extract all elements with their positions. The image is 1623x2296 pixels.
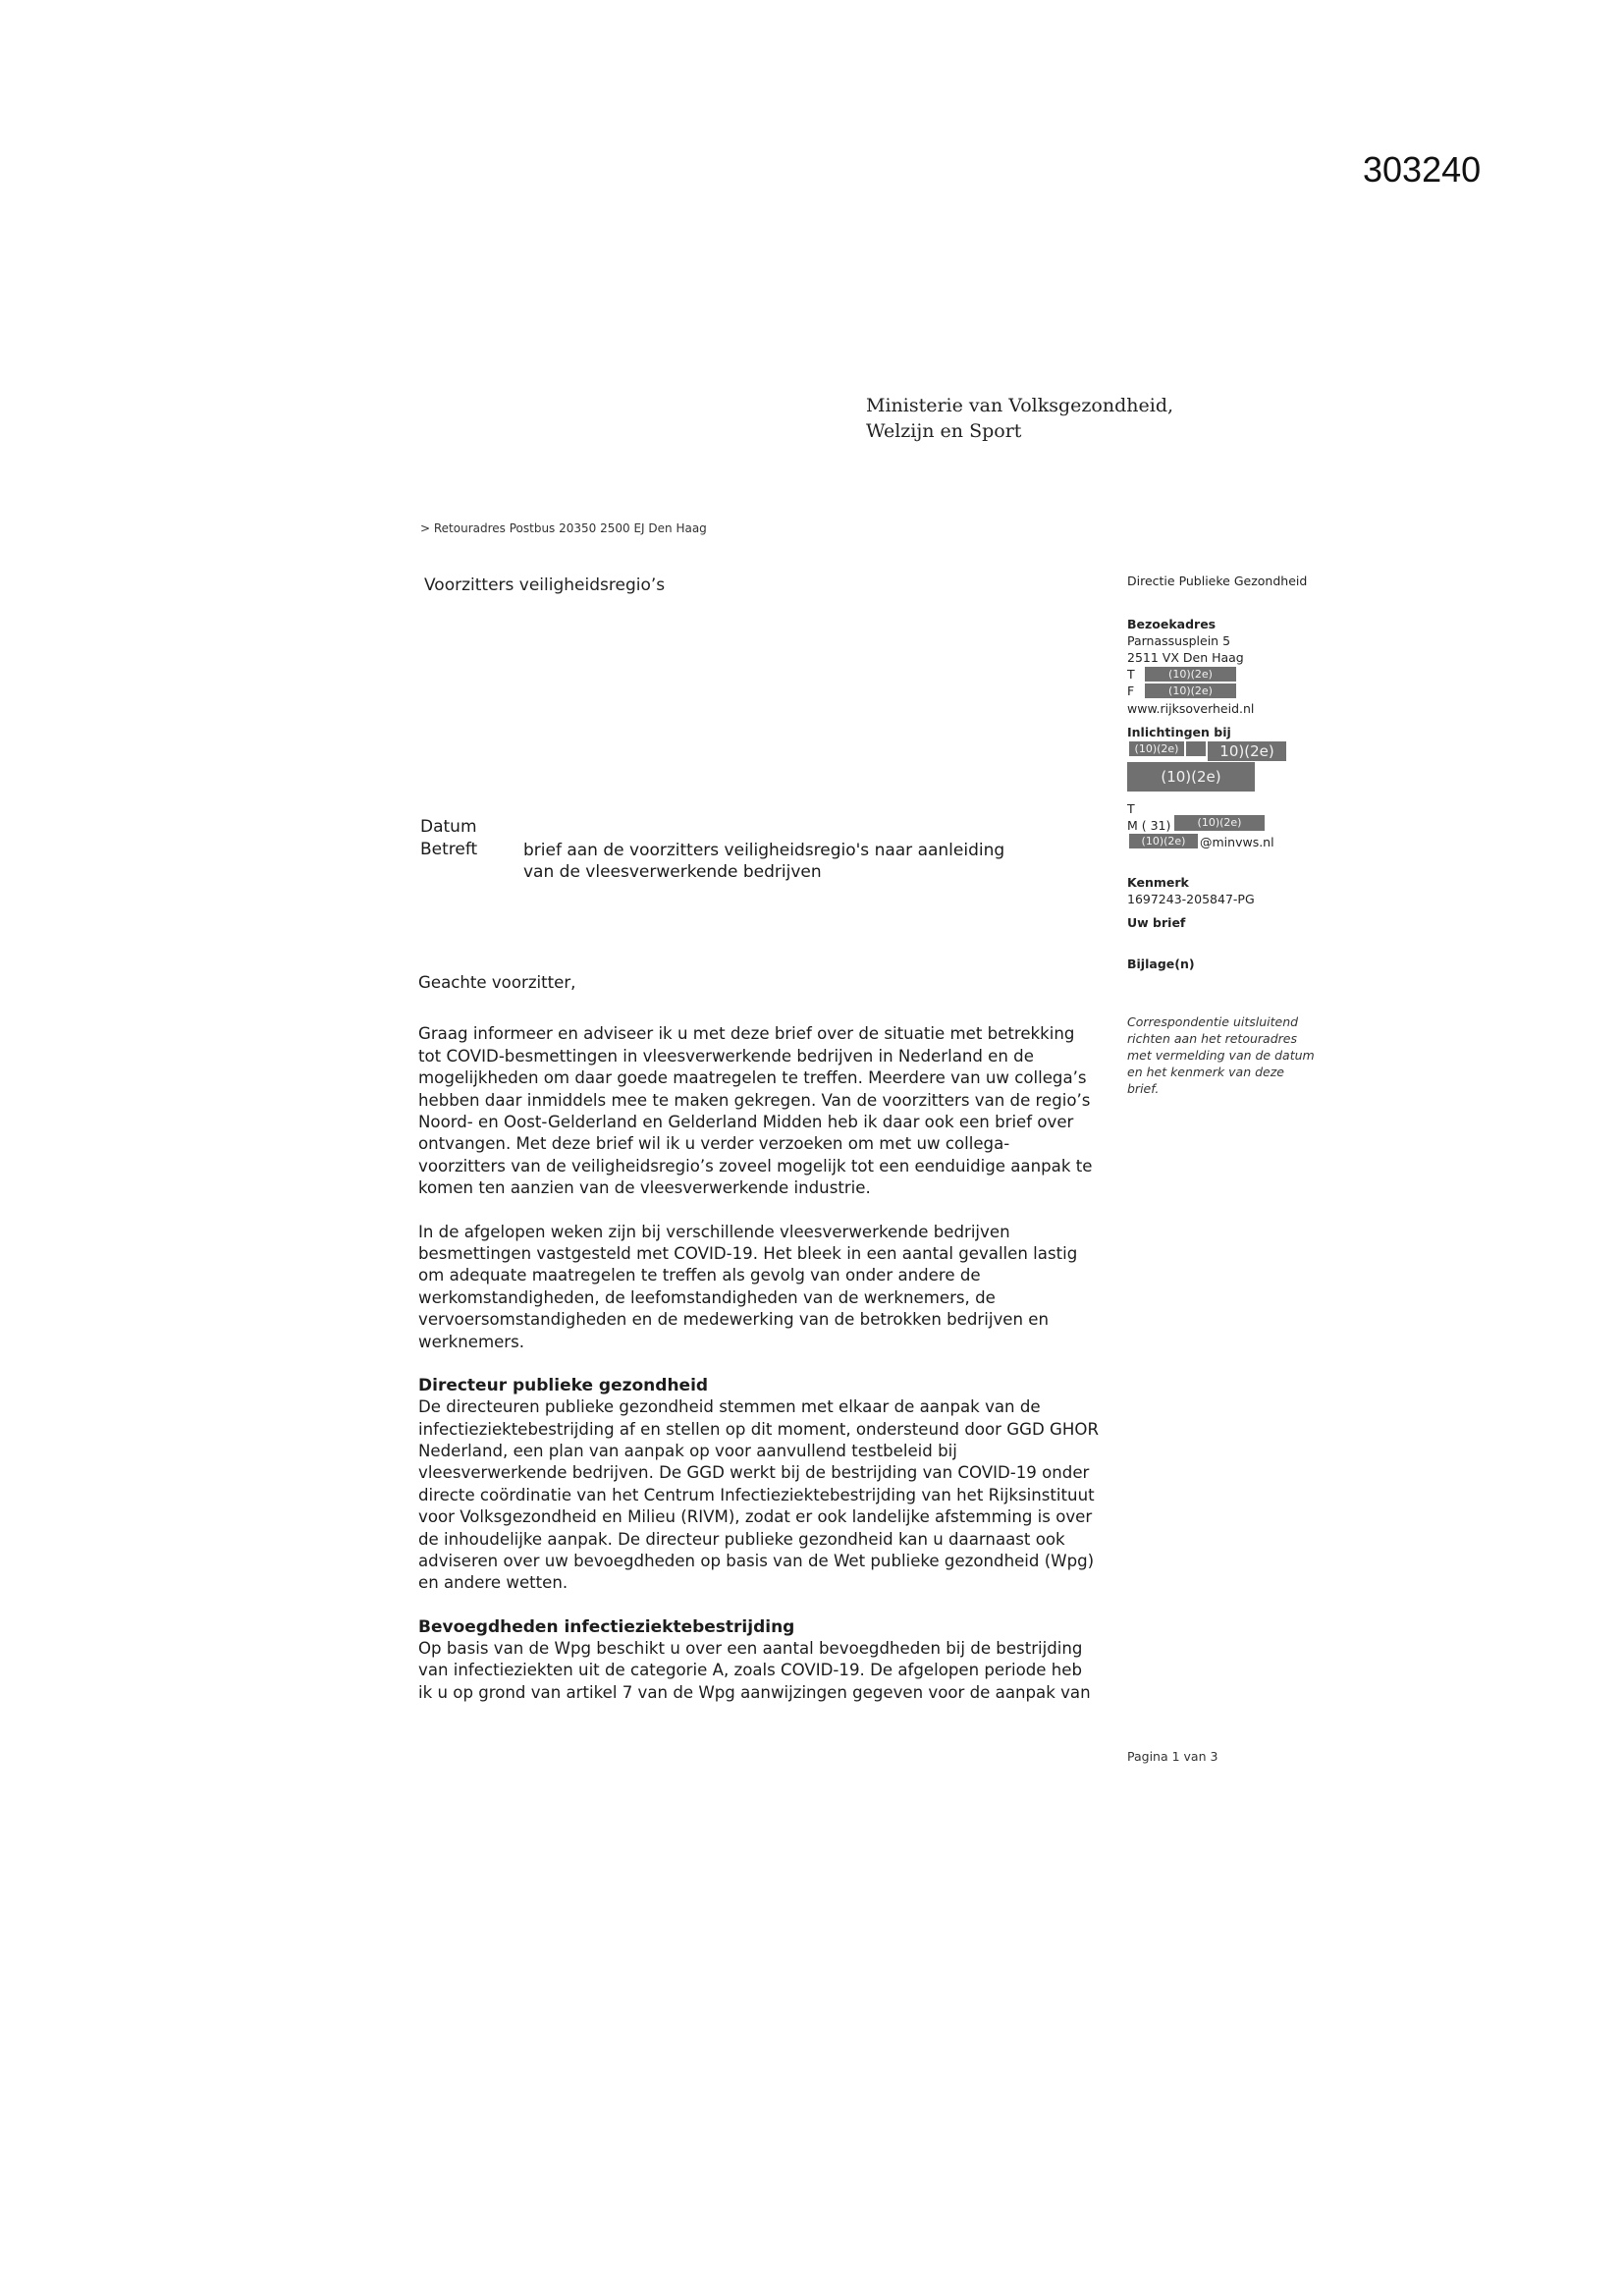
text-line: De directeuren publieke gezondheid stemmen met elkaar de aanpak van de xyxy=(418,1397,1041,1417)
text-line: besmettingen vastgesteld met COVID-19. Het bleek in een aantal gevallen lastig xyxy=(418,1244,1078,1264)
text-line: ik u op grond van artikel 7 van de Wpg aanwijzingen gegeven voor de aanpak van xyxy=(418,1682,1091,1702)
paragraph-1 xyxy=(418,1023,1115,1199)
note-line: Correspondentie uitsluitend xyxy=(1127,1014,1299,1029)
redaction-phone: (10)(2e) xyxy=(1145,667,1236,682)
text-line: komen ten aanzien van de vleesverwerkende industrie. xyxy=(418,1178,871,1198)
sidebar-bezoekadres-label: Bezoekadres xyxy=(1127,617,1217,631)
letter-body xyxy=(418,972,1115,1725)
sidebar-directie: Directie Publieke Gezondheid xyxy=(1127,574,1308,588)
betreft-value xyxy=(523,840,1004,883)
paragraph-2 xyxy=(418,1222,1115,1353)
sidebar-website: www.rijksoverheid.nl xyxy=(1127,701,1255,716)
datum-label: Datum xyxy=(420,817,477,837)
return-address: > Retouradres Postbus 20350 2500 EJ Den Haag xyxy=(420,521,707,535)
text-line: mogelijkheden om daar goede maatregelen te treffen. Meerdere van uw collega’s xyxy=(418,1068,1087,1088)
ministry-name-line1: Ministerie van Volksgezondheid, xyxy=(866,395,1174,416)
sidebar-inlichtingen-label: Inlichtingen bij xyxy=(1127,725,1231,739)
text-line: ontvangen. Met deze brief wil ik u verder verzoeken om met uw collega- xyxy=(418,1134,1010,1154)
text-line: vleesverwerkende bedrijven. De GGD werkt bij de bestrijding van COVID-19 onder xyxy=(418,1463,1090,1483)
sidebar-email-suffix: @minvws.nl xyxy=(1200,835,1274,849)
text-line: Graag informeer en adviseer ik u met deze brief over de situatie met betrekking xyxy=(418,1024,1075,1044)
text-line: vervoersomstandigheden en de medewerking van de betrokken bedrijven en xyxy=(418,1310,1050,1330)
section-directeur xyxy=(418,1375,1115,1595)
betreft-line2: van de vleesverwerkende bedrijven xyxy=(523,862,822,882)
ministry-letterhead xyxy=(866,393,1173,444)
text-line: de inhoudelijke aanpak. De directeur publieke gezondheid kan u daarnaast ook xyxy=(418,1529,1065,1549)
text-line: werknemers. xyxy=(418,1332,525,1351)
paragraph-4 xyxy=(418,1638,1115,1704)
redaction-fax: (10)(2e) xyxy=(1145,683,1236,698)
text-line: en andere wetten. xyxy=(418,1573,568,1593)
sidebar-f-label: F xyxy=(1127,683,1135,698)
sidebar-city: 2511 VX Den Haag xyxy=(1127,650,1244,665)
redaction-contact-1: (10)(2e) xyxy=(1129,741,1184,756)
betreft-label: Betreft xyxy=(420,840,478,859)
text-line: hebben daar inmiddels mee te maken gekregen. Van de voorzitters van de regio’s xyxy=(418,1090,1091,1110)
section-heading-bevoegdheden: Bevoegdheden infectieziektebestrijding xyxy=(418,1616,795,1637)
betreft-line1: brief aan de voorzitters veiligheidsregio's naar aanleiding xyxy=(523,841,1005,860)
text-line: Noord- en Oost-Gelderland en Gelderland Midden heb ik daar ook een brief over xyxy=(418,1113,1074,1132)
text-line: infectieziektebestrijding af en stellen op dit moment, ondersteund door GGD GHOR xyxy=(418,1419,1099,1439)
text-line: In de afgelopen weken zijn bij verschillende vleesverwerkende bedrijven xyxy=(418,1222,1010,1241)
sidebar-correspondence-note xyxy=(1127,1013,1315,1097)
text-line: voor Volksgezondheid en Milieu (RIVM), zodat er ook landelijke afstemming is over xyxy=(418,1507,1093,1527)
redaction-contact-3: 10)(2e) xyxy=(1208,741,1286,761)
sidebar-t-label-2: T xyxy=(1127,801,1135,816)
redaction-contact-4: (10)(2e) xyxy=(1127,762,1255,792)
note-line: brief. xyxy=(1127,1081,1160,1096)
sidebar-street: Parnassusplein 5 xyxy=(1127,633,1231,648)
sidebar-kenmerk-value: 1697243-205847-PG xyxy=(1127,892,1255,906)
text-line: werkomstandigheden, de leefomstandigheden van de werknemers, de xyxy=(418,1287,996,1307)
text-line: Op basis van de Wpg beschikt u over een aantal bevoegdheden bij de bestrijding xyxy=(418,1638,1083,1658)
text-line: directe coördinatie van het Centrum Infectieziektebestrijding van het Rijksinstituut xyxy=(418,1485,1095,1504)
sidebar-bijlagen-label: Bijlage(n) xyxy=(1127,957,1195,971)
sidebar-kenmerk-label: Kenmerk xyxy=(1127,875,1189,890)
sidebar-m-label: M ( 31) xyxy=(1127,818,1171,833)
section-heading-directeur: Directeur publieke gezondheid xyxy=(418,1376,709,1396)
text-line: Nederland, een plan van aanpak op voor aanvullend testbeleid bij xyxy=(418,1441,957,1460)
page-number: Pagina 1 van 3 xyxy=(1127,1749,1218,1764)
salutation: Geachte voorzitter, xyxy=(418,973,576,992)
sidebar-t-label: T xyxy=(1127,667,1135,682)
note-line: richten aan het retouradres xyxy=(1127,1031,1297,1046)
paragraph-3 xyxy=(418,1396,1115,1595)
section-bevoegdheden xyxy=(418,1616,1115,1704)
text-line: voorzitters van de veiligheidsregio’s zoveel mogelijk tot een eenduidige aanpak te xyxy=(418,1156,1093,1175)
text-line: adviseren over uw bevoegdheden op basis van de Wet publieke gezondheid (Wpg) xyxy=(418,1551,1095,1570)
ministry-name-line2: Welzijn en Sport xyxy=(866,420,1022,442)
recipient: Voorzitters veiligheidsregio’s xyxy=(424,575,666,595)
redaction-contact-2 xyxy=(1186,741,1206,756)
text-line: van infectieziekten uit de categorie A, zoals COVID-19. De afgelopen periode heb xyxy=(418,1661,1082,1680)
redaction-mobile: (10)(2e) xyxy=(1174,815,1265,831)
sidebar-uw-brief-label: Uw brief xyxy=(1127,915,1186,930)
text-line: tot COVID-besmettingen in vleesverwerkende bedrijven in Nederland en de xyxy=(418,1046,1034,1066)
note-line: en het kenmerk van deze xyxy=(1127,1065,1284,1079)
note-line: met vermelding van de datum xyxy=(1127,1048,1315,1063)
document-number: 303240 xyxy=(1363,149,1482,190)
redaction-email: (10)(2e) xyxy=(1129,834,1198,848)
text-line: om adequate maatregelen te treffen als gevolg van onder andere de xyxy=(418,1266,981,1285)
